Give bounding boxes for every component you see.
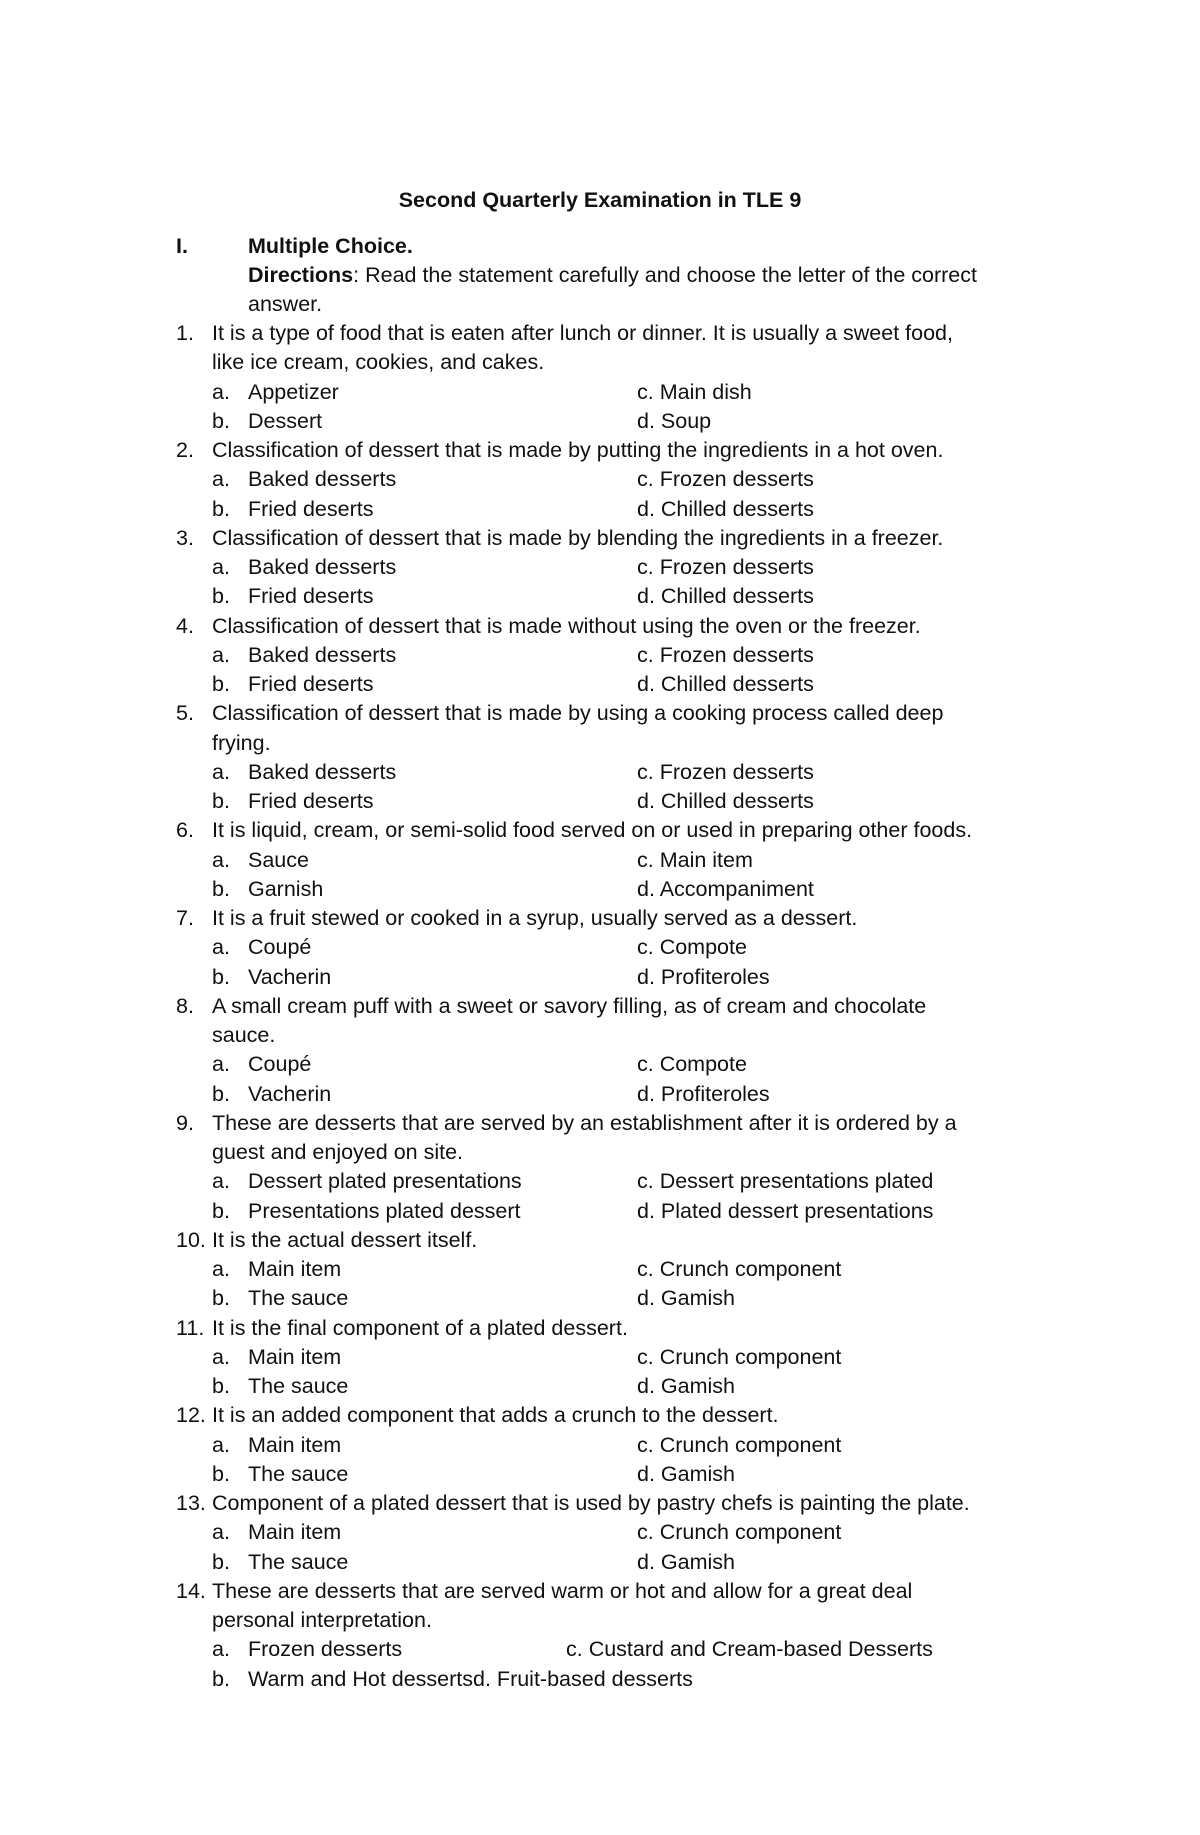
option-text: Vacherin [248, 965, 332, 989]
question-text: These are desserts that are served warm or hot and allow for a great deal [212, 1579, 913, 1603]
option-text: Main item [248, 1520, 342, 1544]
question-text: It is a type of food that is eaten after lunch or dinner. It is usually a sweet food, [212, 321, 953, 345]
section-heading: Multiple Choice. [248, 234, 413, 258]
question-text: like ice cream, cookies, and cakes. [212, 350, 545, 374]
option-text-right: d. Profiteroles [637, 965, 770, 989]
option-text: Baked desserts [248, 555, 397, 579]
option-text-right: d. Chilled desserts [637, 497, 814, 521]
option-text: Coupé [248, 1052, 312, 1076]
question-text: A small cream puff with a sweet or savory filling, as of cream and chocolate [212, 994, 927, 1018]
option-letter: a. [212, 760, 230, 784]
option-letter: a. [212, 848, 230, 872]
option-text: Coupé [248, 935, 312, 959]
question-text: It is liquid, cream, or semi-solid food served on or used in preparing other foods. [212, 818, 973, 842]
option-letter: a. [212, 1169, 230, 1193]
question-number: 14. [176, 1579, 206, 1603]
option-text: Fried deserts [248, 672, 374, 696]
question-number: 10. [176, 1228, 206, 1252]
option-text: Dessert plated presentations [248, 1169, 522, 1193]
option-text: Main item [248, 1345, 342, 1369]
option-letter: b. [212, 497, 230, 521]
question-text: It is the final component of a plated dessert. [212, 1316, 628, 1340]
option-text-right: c. Custard and Cream-based Desserts [566, 1637, 933, 1661]
option-text-right: c. Compote [637, 935, 747, 959]
option-text-right: c. Frozen desserts [637, 555, 814, 579]
option-text: Sauce [248, 848, 309, 872]
option-text-right: d. Chilled desserts [637, 672, 814, 696]
option-text: Appetizer [248, 380, 339, 404]
directions [248, 261, 977, 290]
question-number: 4. [176, 614, 194, 638]
option-letter: a. [212, 935, 230, 959]
option-text-right: c. Frozen desserts [637, 760, 814, 784]
option-letter: b. [212, 409, 230, 433]
option-letter: b. [212, 1550, 230, 1574]
question-text: sauce. [212, 1023, 276, 1047]
question-number: 12. [176, 1403, 206, 1427]
option-text: Presentations plated dessert [248, 1199, 521, 1223]
question-number: 6. [176, 818, 194, 842]
option-text: Baked desserts [248, 467, 397, 491]
option-text: Baked desserts [248, 643, 397, 667]
option-text-right: c. Dessert presentations plated [637, 1169, 934, 1193]
option-letter: a. [212, 467, 230, 491]
directions-label: Directions [248, 263, 354, 287]
question-number: 2. [176, 438, 194, 462]
question-text: Classification of dessert that is made by putting the ingredients in a hot oven. [212, 438, 944, 462]
option-text-right: c. Crunch component [637, 1257, 842, 1281]
option-letter: b. [212, 1082, 230, 1106]
question-number: 7. [176, 906, 194, 930]
option-letter: a. [212, 1257, 230, 1281]
question-text: personal interpretation. [212, 1608, 432, 1632]
option-text: Baked desserts [248, 760, 397, 784]
option-letter: a. [212, 1433, 230, 1457]
option-text-right: c. Main item [637, 848, 753, 872]
option-text: Garnish [248, 877, 324, 901]
question-text: Classification of dessert that is made without using the oven or the freezer. [212, 614, 921, 638]
question-text: It is an added component that adds a crunch to the dessert. [212, 1403, 779, 1427]
option-letter: a. [212, 1052, 230, 1076]
section-numeral: I. [176, 234, 188, 258]
question-text: Classification of dessert that is made by blending the ingredients in a freezer. [212, 526, 944, 550]
option-text-right: d. Gamish [637, 1550, 735, 1574]
option-text-right: c. Crunch component [637, 1345, 842, 1369]
directions-text: : Read the statement carefully and choose the letter of the correct [353, 263, 977, 287]
option-text: Dessert [248, 409, 323, 433]
option-text-right: c. Frozen desserts [637, 467, 814, 491]
option-letter: a. [212, 555, 230, 579]
option-text: Main item [248, 1433, 342, 1457]
option-text-right: c. Crunch component [637, 1520, 842, 1544]
option-text: Warm and Hot dessertsd. Fruit-based desserts [248, 1667, 693, 1691]
option-letter: b. [212, 1462, 230, 1486]
question-number: 8. [176, 994, 194, 1018]
option-text: Vacherin [248, 1082, 332, 1106]
option-text: The sauce [248, 1286, 349, 1310]
option-text: The sauce [248, 1550, 349, 1574]
question-text: It is a fruit stewed or cooked in a syrup, usually served as a dessert. [212, 906, 858, 930]
question-text: Classification of dessert that is made by using a cooking process called deep [212, 701, 944, 725]
question-text: frying. [212, 731, 271, 755]
option-letter: b. [212, 789, 230, 813]
option-text: Frozen desserts [248, 1637, 403, 1661]
question-text: It is the actual dessert itself. [212, 1228, 478, 1252]
option-letter: a. [212, 1520, 230, 1544]
option-text-right: d. Gamish [637, 1374, 735, 1398]
question-number: 9. [176, 1111, 194, 1135]
option-letter: b. [212, 584, 230, 608]
question-number: 5. [176, 701, 194, 725]
option-letter: b. [212, 877, 230, 901]
option-letter: b. [212, 1374, 230, 1398]
option-letter: b. [212, 672, 230, 696]
option-text-right: d. Accompaniment [637, 877, 814, 901]
question-text: These are desserts that are served by an establishment after it is ordered by a [212, 1111, 957, 1135]
option-text: Main item [248, 1257, 342, 1281]
option-letter: a. [212, 643, 230, 667]
option-text: The sauce [248, 1374, 349, 1398]
option-text-right: d. Chilled desserts [637, 584, 814, 608]
option-text: Fried deserts [248, 584, 374, 608]
question-text: guest and enjoyed on site. [212, 1140, 464, 1164]
question-number: 1. [176, 321, 194, 345]
question-text: Component of a plated dessert that is used by pastry chefs is painting the plate. [212, 1491, 970, 1515]
option-text-right: d. Soup [637, 409, 712, 433]
option-letter: a. [212, 1345, 230, 1369]
option-letter: a. [212, 1637, 230, 1661]
option-text: The sauce [248, 1462, 349, 1486]
option-text-right: d. Gamish [637, 1286, 735, 1310]
option-text-right: c. Compote [637, 1052, 747, 1076]
question-number: 3. [176, 526, 194, 550]
option-letter: b. [212, 1286, 230, 1310]
option-letter: a. [212, 380, 230, 404]
page-title: Second Quarterly Examination in TLE 9 [398, 188, 802, 212]
option-text: Fried deserts [248, 497, 374, 521]
option-text-right: d. Chilled desserts [637, 789, 814, 813]
option-text: Fried deserts [248, 789, 374, 813]
option-text-right: d. Gamish [637, 1462, 735, 1486]
option-letter: b. [212, 1667, 230, 1691]
option-letter: b. [212, 965, 230, 989]
option-text-right: c. Crunch component [637, 1433, 842, 1457]
option-text-right: d. Plated dessert presentations [637, 1199, 934, 1223]
directions-continued: answer. [248, 292, 323, 316]
option-text-right: d. Profiteroles [637, 1082, 770, 1106]
question-number: 11. [176, 1316, 205, 1340]
option-letter: b. [212, 1199, 230, 1223]
question-number: 13. [176, 1491, 206, 1515]
option-text-right: c. Main dish [637, 380, 752, 404]
option-text-right: c. Frozen desserts [637, 643, 814, 667]
